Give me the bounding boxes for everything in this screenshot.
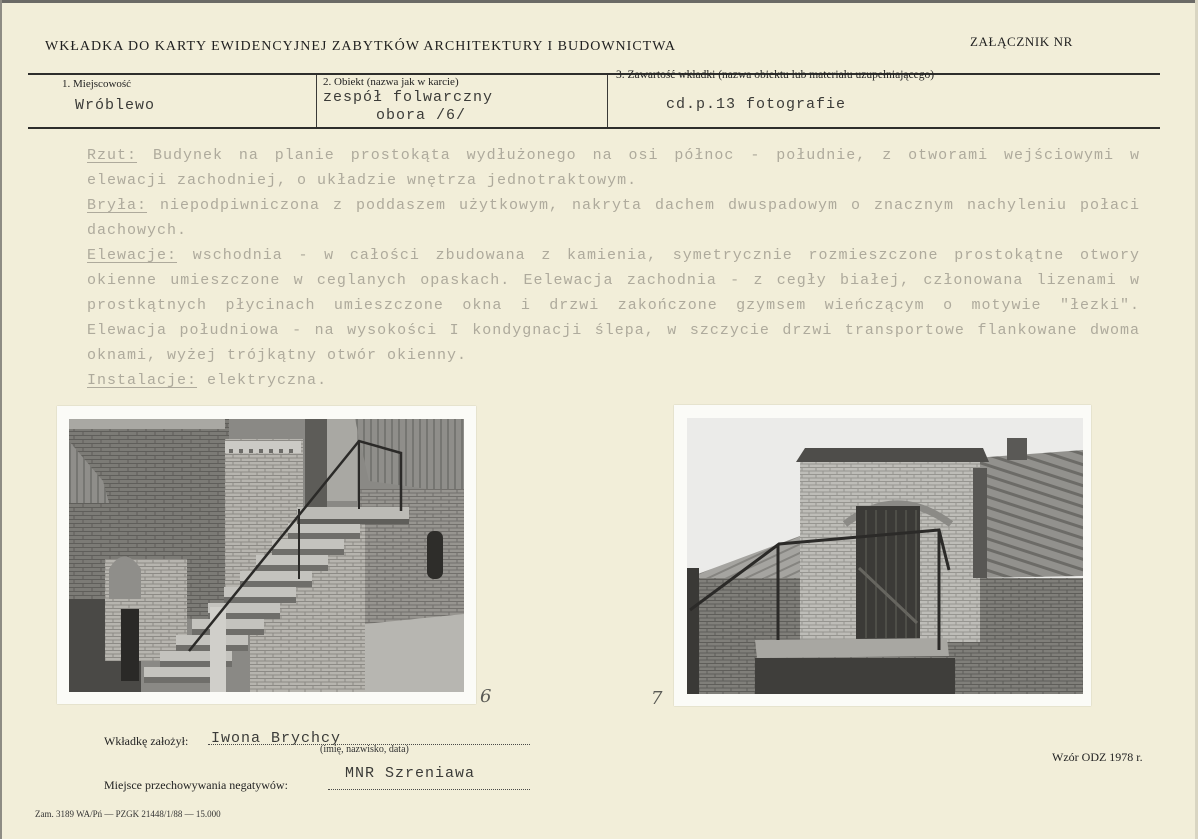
- scan-edge-left: [0, 0, 2, 839]
- attachment-number-label: ZAŁĄCZNIK NR: [970, 34, 1073, 49]
- form-title: WKŁADKA DO KARTY EWIDENCYJNEJ ZABYTKÓW ARCHITEKTURY I BUDOWNICTWA: [45, 39, 676, 54]
- print-info: Zam. 3189 WA/Pń — PZGK 21448/1/88 — 15.000: [35, 809, 221, 819]
- object-value-line2: obora /6/: [376, 107, 467, 124]
- description-text: okienne umieszczone w ceglanych opaskach. Eelewacja zachodnia - z cegły białej, członowana lizenami w: [87, 272, 1140, 289]
- description-line: [87, 318, 1140, 343]
- description-line: [87, 268, 1140, 293]
- description-line: [87, 218, 1140, 243]
- photo-number-7: 7: [651, 688, 663, 709]
- form-model: Wzór ODZ 1978 r.: [1052, 750, 1143, 764]
- storage-dotted-line: [328, 789, 530, 790]
- description-text: niepodpiwniczona z poddaszem użytkowym, nakryta dachem dwuspadowym o znacznym nachyleniu połaci: [160, 197, 1140, 214]
- description-line: [87, 143, 1140, 168]
- photo-gable-door-image: [687, 418, 1083, 694]
- description-line: [87, 168, 1140, 193]
- description-text: prostkątnych płycinach umieszczone okna i drzwi zakończone gzymsem wieńczącym o motywie "łezki".: [87, 297, 1140, 314]
- scan-edge-top: [0, 0, 1198, 3]
- contents-value: cd.p.13 fotografie: [666, 96, 847, 113]
- author-label: Wkładkę założył:: [104, 734, 189, 748]
- description-line: [87, 368, 1140, 393]
- description-line: [87, 243, 1140, 268]
- description-text: elektryczna.: [207, 372, 328, 389]
- header-rule-bottom: [28, 127, 1160, 129]
- section-label-bryla: Bryła:: [87, 197, 148, 214]
- description-block: [87, 143, 1140, 393]
- photo-number-6: 6: [480, 686, 492, 707]
- storage-label: Miejsce przechowywania negatywów:: [104, 778, 288, 792]
- photo-card-6: [57, 406, 476, 704]
- section-label-rzut: Rzut:: [87, 147, 138, 164]
- description-line: [87, 343, 1140, 368]
- section-label-elewacje: Elewacje:: [87, 247, 178, 264]
- description-text: Elewacja południowa - na wysokości I kondygnacji ślepa, w szczycie drzwi transportowe flankowane dwoma: [87, 322, 1140, 339]
- description-text: Budynek na planie prostokąta wydłużonego na osi północ - południe, z otworami wejściowymi w: [152, 147, 1140, 164]
- description-line: [87, 193, 1140, 218]
- locality-value: Wróblewo: [75, 97, 156, 114]
- contents-label: 3. Zawartość wkładki (nazwa obiektu lub materiału uzupełniającego): [616, 69, 935, 81]
- author-hint: (imię, nazwisko, data): [320, 744, 409, 755]
- description-text: dachowych.: [87, 222, 188, 239]
- header-rule-top: [28, 73, 1160, 75]
- column-divider-2: [607, 75, 608, 128]
- description-text: wschodnia - w całości zbudowana z kamienia, symetrycznie rozmieszczone prostokątne otwory: [192, 247, 1140, 264]
- description-text: elewacji zachodniej, o układzie wnętrza jednotraktowym.: [87, 172, 638, 189]
- object-label: 2. Obiekt (nazwa jak w karcie): [323, 76, 459, 88]
- storage-value: MNR Szreniawa: [345, 765, 476, 782]
- photo-staircase-image: [69, 419, 464, 692]
- photo-card-7: [674, 405, 1091, 706]
- description-text: oknami, wyżej trójkątny otwór okienny.: [87, 347, 468, 364]
- object-value-line1: zespół folwarczny: [323, 89, 494, 106]
- locality-label: 1. Miejscowość: [62, 78, 132, 90]
- author-value: Iwona Brychcy: [211, 730, 342, 747]
- description-line: [87, 293, 1140, 318]
- column-divider-1: [316, 75, 317, 128]
- section-label-instalacje: Instalacje:: [87, 372, 198, 389]
